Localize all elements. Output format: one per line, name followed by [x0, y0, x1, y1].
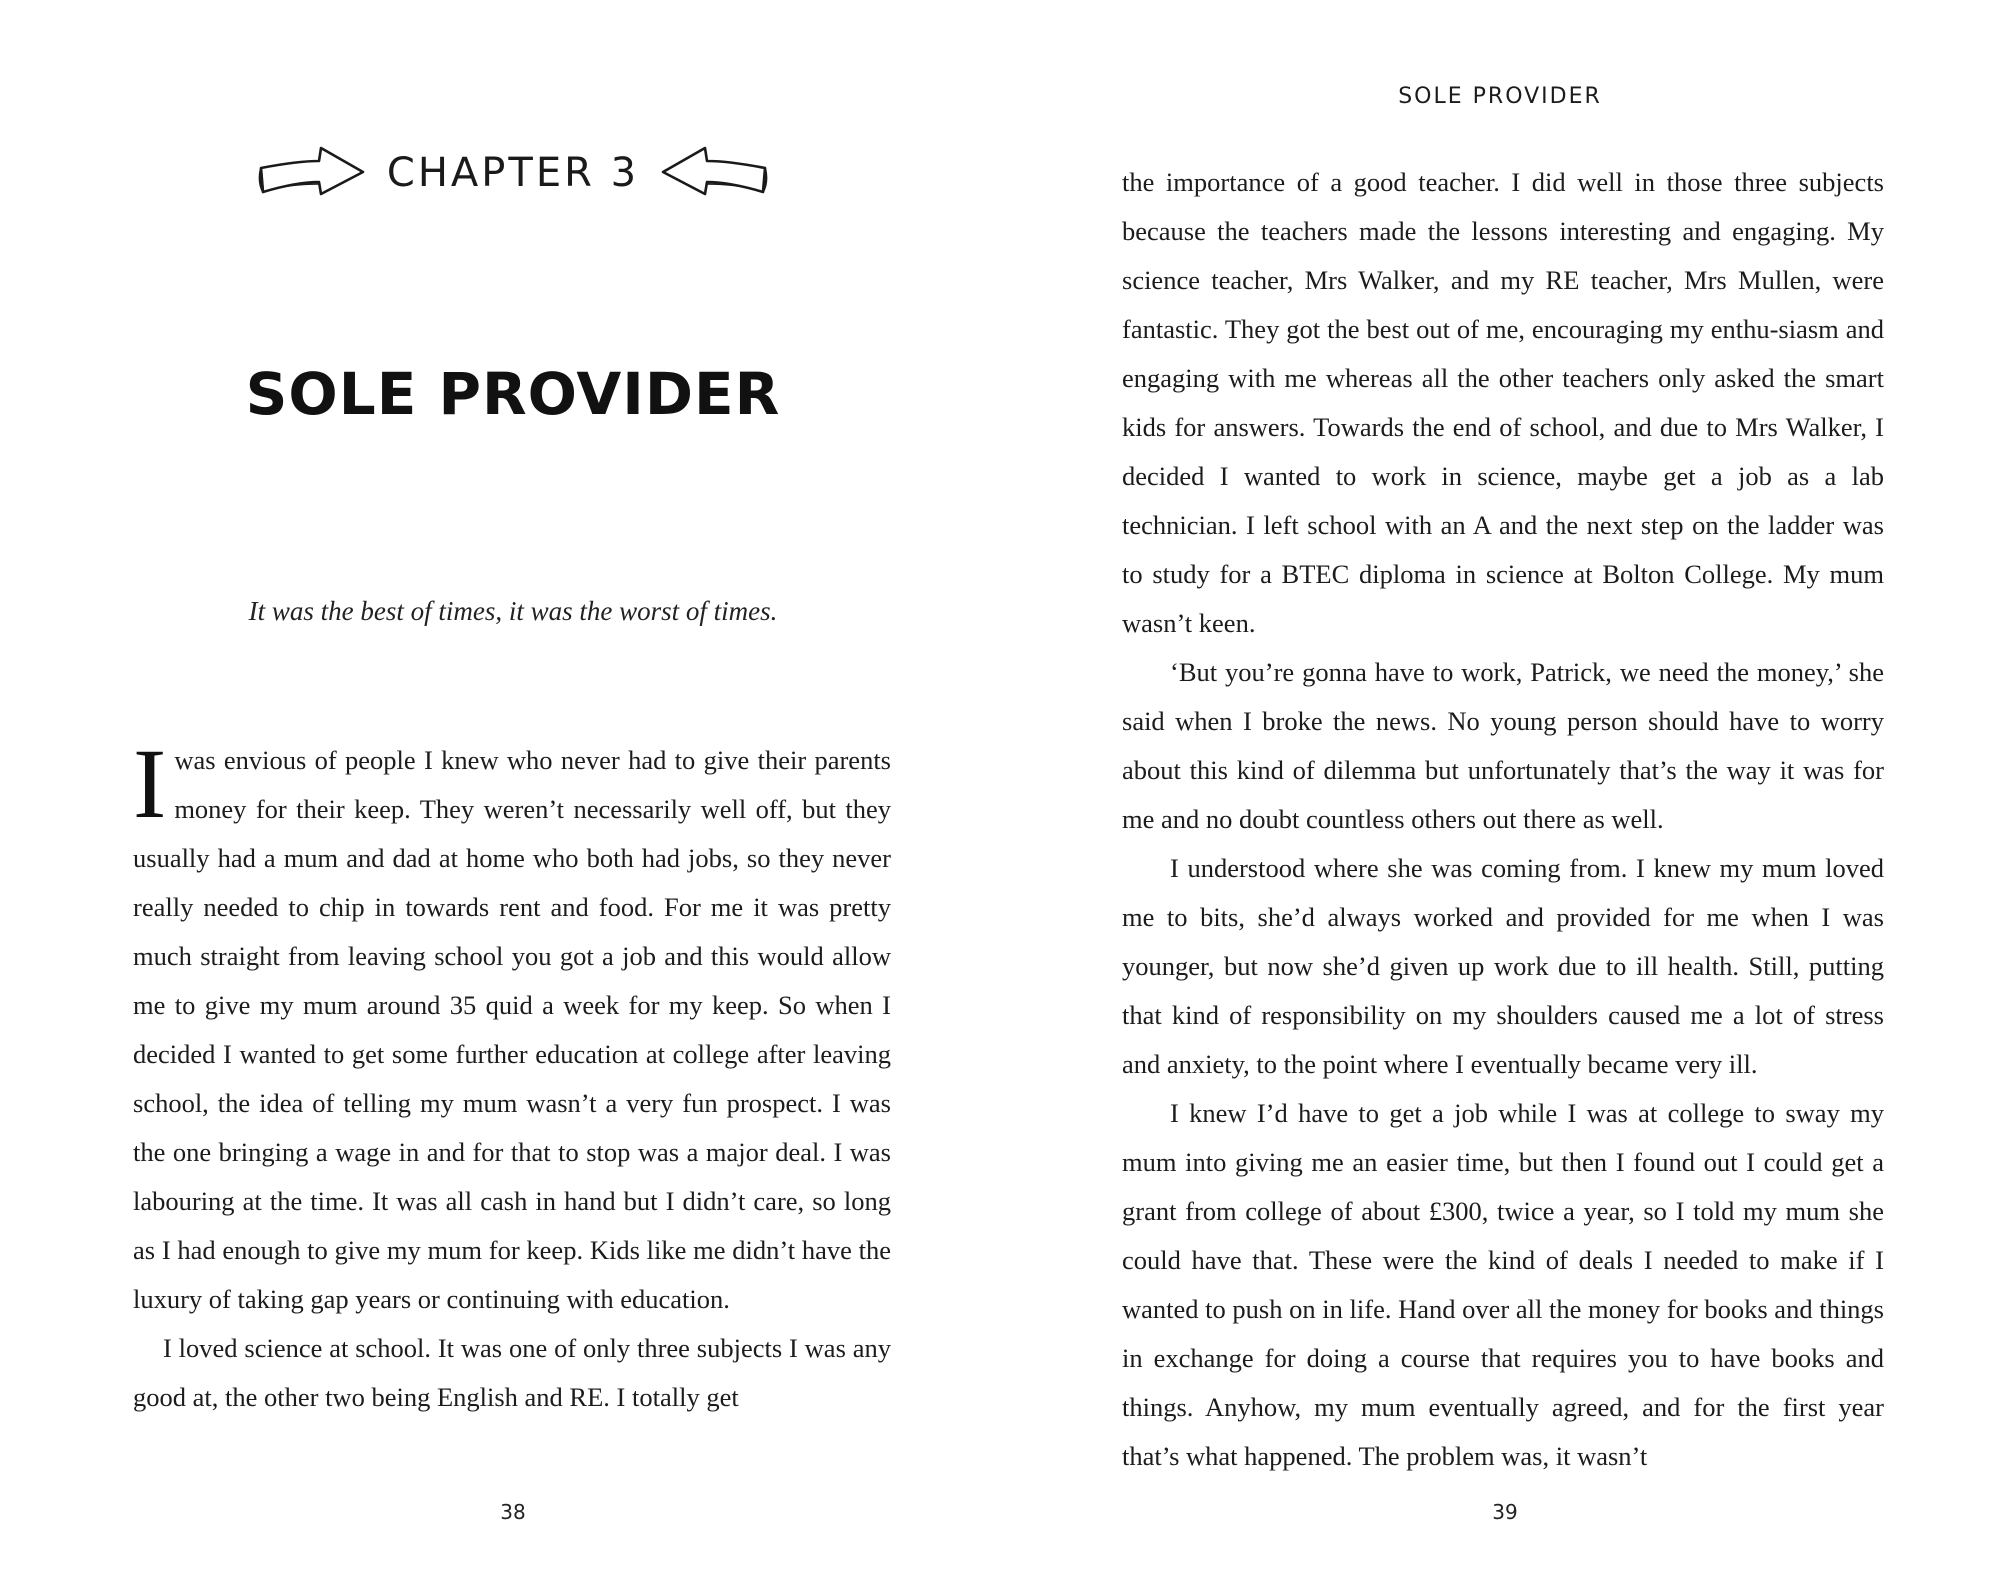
- drop-cap: I: [133, 728, 167, 839]
- left-arrow-icon: [657, 140, 769, 206]
- epigraph: It was the best of times, it was the worst of times.: [248, 596, 778, 626]
- paragraph: I understood where she was coming from. I knew my mum loved me to bits, she’d always worked and provided for me when I was younger, but now she’d given up work due to ill health. Still, putting that kind of responsibility on my shoulders caused me a lot of stress and anxiety, to the point where I eventually became very ill.: [1122, 853, 1884, 1079]
- paragraph: [133, 728, 891, 1324]
- left-body-text: [133, 728, 891, 1422]
- right-page: [1000, 0, 2000, 1572]
- running-head: SOLE PROVIDER: [1398, 84, 1602, 109]
- chapter-title: SOLE PROVIDER: [245, 360, 781, 428]
- chapter-heading: [0, 140, 1026, 206]
- paragraph-text: was envious of people I knew who never had to give their parents money for their keep. They weren’t necessarily well off, but they usually had a mum and dad at home who both had jobs, so they never really needed to chip in towards rent and food. For me it was pretty much straight from leaving school you got a job and this would allow me to give my mum around 35 quid a week for my keep. So when I decided I wanted to get some further education at college after leaving school, the idea of telling my mum wasn’t a very fun prospect. I was the one bringing a wage in and for that to stop was a major deal. I was labouring at the time. It was all cash in hand but I didn’t care, so long as I had enough to give my mum for keep. Kids like me didn’t have the luxury of taking gap years or continuing with education.: [133, 745, 891, 1314]
- page-number-right: 39: [1492, 1500, 1518, 1524]
- paragraph: ‘But you’re gonna have to work, Patrick, we need the money,’ she said when I broke the news. No young person should have to worry about this kind of dilemma but unfortunately that’s the way it was for me and no doubt countless others out there as well.: [1122, 657, 1884, 834]
- right-arrow-icon: [257, 140, 369, 206]
- chapter-label: CHAPTER 3: [386, 150, 640, 196]
- paragraph: I knew I’d have to get a job while I was at college to sway my mum into giving me an easier time, but then I found out I could get a grant from college of about £300, twice a year, so I told my mum she could have that. These were the kind of deals I needed to make if I wanted to push on in life. Hand over all the money for books and things in exchange for doing a course that requires you to have books and things. Anyhow, my mum eventually agreed, and for the first year that’s what happened. The problem was, it wasn’t: [1122, 1098, 1884, 1471]
- page-number-left: 38: [500, 1500, 526, 1524]
- right-body-text: [1122, 158, 1884, 1481]
- paragraph: I loved science at school. It was one of only three subjects I was any good at, the other two being English and RE. I totally get: [133, 1333, 891, 1412]
- paragraph: the importance of a good teacher. I did well in those three subjects because the teachers made the lessons interesting and engaging. My science teacher, Mrs Walker, and my RE teacher, Mrs Mullen, were fantastic. They got the best out of me, encouraging my enthu-siasm and engaging with me whereas all the other teachers only asked the smart kids for answers. Towards the end of school, and due to Mrs Walker, I decided I wanted to work in science, maybe get a job as a lab technician. I left school with an A and the next step on the ladder was to study for a BTEC diploma in science at Bolton College. My mum wasn’t keen.: [1122, 167, 1884, 638]
